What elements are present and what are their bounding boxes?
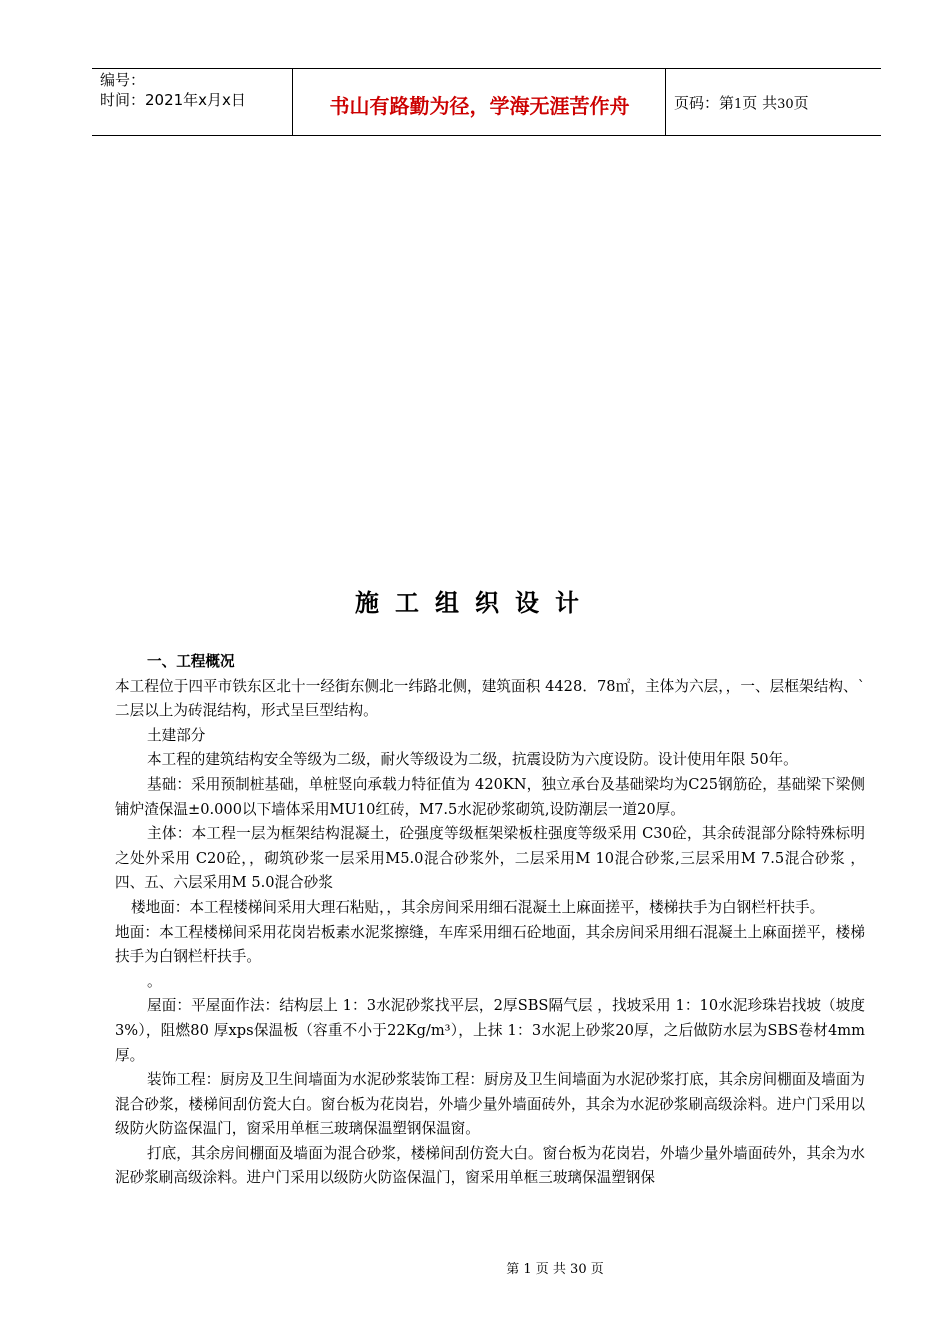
paragraph-floor: 楼地面：本工程楼梯间采用大理石粘贴，，其余房间采用细石混凝土上麻面搓平，楼梯扶手为白钢栏杆扶手。 xyxy=(131,898,825,916)
header-meta xyxy=(100,70,246,110)
header-page-info xyxy=(674,92,809,113)
paragraph-decoration: 装饰工程：厨房及卫生间墙面为水泥砂浆装饰工程：厨房及卫生间墙面为水泥砂浆打底，其余房间棚面及墙面为混合砂浆，楼梯间刮仿瓷大白。窗台板为花岗岩，外墙少量外墙面砖外，其余为水泥砂浆刷高级涂料。进户门采用以级防火防盗保温门，窗采用单框三玻璃保温塑钢保温窗。 xyxy=(115,1071,865,1138)
paragraph-roof: 屋面：平屋面作法：结构层上 1：3水泥砂浆找平层，2厚SBS隔气层 ，找坡采用 1：10水泥珍珠岩找坡（坡度3%），阻燃80 厚xps保温板（容重不小于22Kg/m³），上抹 1：3水泥上砂浆20厚，之后做防水层为SBS卷材4mm厚。 xyxy=(115,997,865,1064)
header-divider-left xyxy=(292,68,293,135)
subheading-civil: 土建部分 xyxy=(147,726,206,744)
paragraph-overview: 本工程位于四平市铁东区北十一经街东侧北一纬路北侧，建筑面积 4428．78㎡，主体为六层，，一、层框架结构、`二层以上为砖混结构，形式呈巨型结构。 xyxy=(115,677,865,720)
page-mid: 页 共 xyxy=(742,94,778,112)
header-top-rule xyxy=(92,68,881,69)
section-heading: 一、工程概况 xyxy=(147,653,235,670)
paragraph-structure: 主体：本工程一层为框架结构混凝土，砼强度等级框架梁板柱强度等级采用 C30砼，其余砖混部分除特殊标明之处外采用 C20砼，，砌筑砂浆一层采用M5.0混合砂浆外，二层采用M 10混合砂浆,三层采用M 7.5混合砂浆 ，四、五、六层采用M 5.0混合砂浆 xyxy=(115,825,865,892)
document-body xyxy=(115,650,865,1191)
header-divider-right xyxy=(665,68,666,135)
page-total: 30 xyxy=(777,97,794,112)
page-suffix: 页 xyxy=(793,94,809,112)
header-motto: 书山有路勤为径，学海无涯苦作舟 xyxy=(329,94,630,118)
paragraph-ground: 地面：本工程楼梯间采用花岗岩板素水泥浆擦缝，车库采用细石砼地面，其余房间采用细石混凝土上麻面搓平，楼梯扶手为白钢栏杆扶手。 xyxy=(115,923,865,966)
page-number: 1 xyxy=(734,97,743,112)
page-prefix: 页码：第 xyxy=(674,94,735,112)
paragraph-plaster: 打底，其余房间棚面及墙面为混合砂浆，楼梯间刮仿瓷大白。窗台板为花岗岩，外墙少量外墙面砖外，其余为水泥砂浆刷高级涂料。进户门采用以级防火防盗保温门，窗采用单框三玻璃保温塑钢保 xyxy=(115,1144,865,1187)
document-title: 施工组织设计 xyxy=(355,589,595,617)
paragraph-foundation: 基础：采用预制桩基础，单桩竖向承载力特征值为 420KN，独立承台及基础梁均为C25钢筋砼，基础梁下梁侧铺炉渣保温±0.000以下墙体采用MU10红砖，M7.5水泥砂浆砌筑,设防潮层一道20厚。 xyxy=(115,775,865,818)
page-footer: 第 1 页 共 30 页 xyxy=(506,1262,604,1277)
time-label: 时间：2021年x月x日 xyxy=(100,91,246,109)
header-bottom-rule xyxy=(92,135,881,136)
paragraph-dot: 。 xyxy=(147,972,162,990)
serial-label: 编号： xyxy=(100,71,146,89)
paragraph-safety: 本工程的建筑结构安全等级为二级，耐火等级设为二级，抗震设防为六度设防。设计使用年限 50年。 xyxy=(147,751,798,769)
